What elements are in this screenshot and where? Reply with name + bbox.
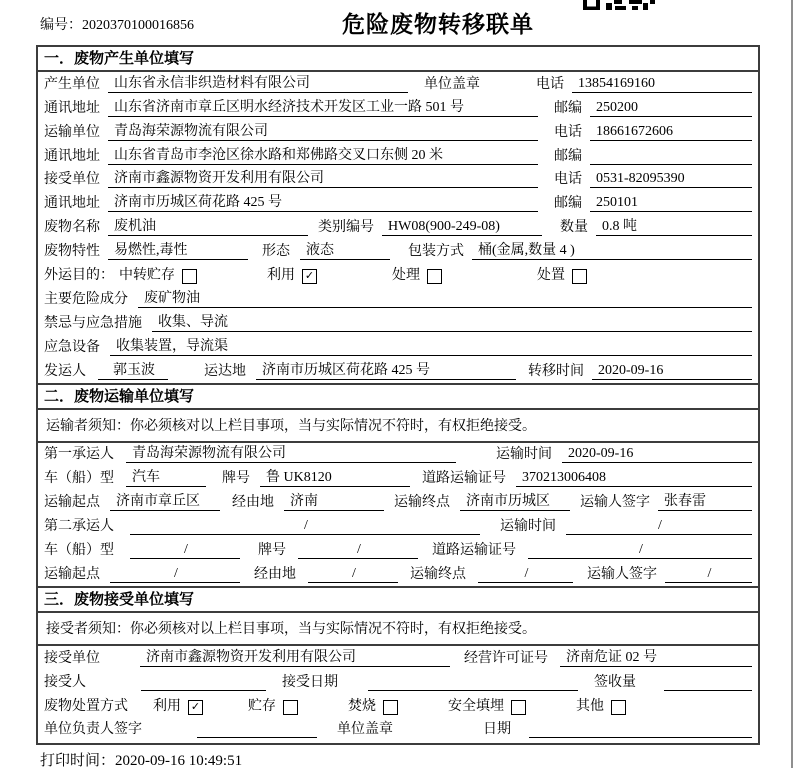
checkbox-option xyxy=(392,264,442,284)
phone-value: 13854169160 xyxy=(572,76,752,93)
row-dispatch xyxy=(38,359,758,383)
checkbox-other xyxy=(611,700,626,715)
row-taboo-measures xyxy=(38,311,758,335)
row-emergency-equipment xyxy=(38,335,758,359)
section2-title: 二．废物运输单位填写 xyxy=(38,383,758,410)
vehicle-type-label: 车（船）型 xyxy=(44,543,114,559)
date-value xyxy=(529,721,752,738)
zip-value xyxy=(590,148,752,165)
checkbox-option xyxy=(248,695,298,715)
checkbox-label: 焚烧 xyxy=(348,698,376,714)
waste-traits-value: 易燃性,毒性 xyxy=(108,239,248,260)
via-value: 济南 xyxy=(284,490,384,511)
packaging-value: 桶(金属,数量 4 ) xyxy=(472,239,752,260)
transporter-label: 运输单位 xyxy=(44,124,100,140)
address-value: 山东省济南市章丘区明水经济技术开发区工业一路 501 号 xyxy=(108,96,538,117)
row-disposal-method xyxy=(38,694,758,718)
carrier-label: 第一承运人 xyxy=(44,447,114,463)
transport-time-label: 运输时间 xyxy=(496,447,552,463)
destination-label: 运达地 xyxy=(204,363,246,379)
vehicle-type-value: 汽车 xyxy=(126,466,206,487)
producer-value: 山东省永信非织造材料有限公司 xyxy=(108,72,408,93)
transporter-notice xyxy=(38,410,758,443)
checkbox-option xyxy=(348,695,398,715)
origin-value: 济南市章丘区 xyxy=(110,490,220,511)
waste-name-label: 废物名称 xyxy=(44,220,100,236)
row-main-hazard xyxy=(38,287,758,311)
row-vehicle-1 xyxy=(38,466,758,490)
checkbox-label: 利用 xyxy=(267,268,295,284)
row-first-carrier xyxy=(38,443,758,467)
checkbox-label: 中转贮存 xyxy=(119,268,175,284)
road-permit-label: 道路运输证号 xyxy=(422,471,506,487)
endpoint-value: / xyxy=(478,566,573,583)
carrier-sign-value: / xyxy=(665,566,752,583)
checkbox-landfill xyxy=(511,700,526,715)
unit-seal-label: 单位盖章 xyxy=(337,722,393,738)
row-producer-address xyxy=(38,96,758,120)
form-label: 形态 xyxy=(262,244,290,260)
row-waste-traits xyxy=(38,239,758,263)
origin-label: 运输起点 xyxy=(44,566,100,582)
checkbox-dispose xyxy=(572,269,587,284)
zip-label: 邮编 xyxy=(554,100,582,116)
checkbox-label: 贮存 xyxy=(248,698,276,714)
date-label: 日期 xyxy=(483,722,511,738)
row-receiver xyxy=(38,168,758,192)
via-label: 经由地 xyxy=(232,495,274,511)
hazard-value: 废矿物油 xyxy=(138,287,752,308)
manifest-table xyxy=(36,45,760,745)
carrier-sign-label: 运输人签字 xyxy=(580,495,650,511)
accept-unit-value: 济南市鑫源物资开发利用有限公司 xyxy=(140,646,450,667)
taboo-label: 禁忌与应急措施 xyxy=(44,315,142,331)
dispatcher-label: 发运人 xyxy=(44,363,86,379)
origin-value: / xyxy=(110,566,240,583)
phone-label: 电话 xyxy=(536,76,564,92)
zip-value: 250200 xyxy=(590,100,752,117)
endpoint-label: 运输终点 xyxy=(410,566,466,582)
row-transfer-purpose xyxy=(38,263,758,287)
address-value: 济南市历城区荷花路 425 号 xyxy=(108,191,538,212)
checkbox-option xyxy=(537,264,587,284)
transfer-time-label: 转移时间 xyxy=(528,363,584,379)
checkbox-label: 利用 xyxy=(153,698,181,714)
row-waste-name xyxy=(38,215,758,239)
checkbox-option xyxy=(576,695,626,715)
zip-label: 邮编 xyxy=(554,196,582,212)
checkbox-utilize: ✓ xyxy=(188,700,203,715)
checkbox-label: 其他 xyxy=(576,698,604,714)
row-transporter xyxy=(38,120,758,144)
carrier-sign-value: 张春雷 xyxy=(658,490,752,511)
accept-person-label: 接受人 xyxy=(44,674,86,690)
checkbox-label: 安全填埋 xyxy=(448,698,504,714)
road-permit-value: 370213006408 xyxy=(516,470,752,487)
endpoint-value: 济南市历城区 xyxy=(460,490,570,511)
checkbox-incinerate xyxy=(383,700,398,715)
notice-text: 运输者须知：你必须核对以上栏目事项，当与实际情况不符时，有权拒绝接受。 xyxy=(46,419,536,435)
disposal-label: 废物处置方式 xyxy=(44,698,128,714)
quantity-label: 数量 xyxy=(560,220,588,236)
phone-label: 电话 xyxy=(554,124,582,140)
accept-unit-label: 接受单位 xyxy=(44,650,100,666)
quantity-value: 0.8 吨 xyxy=(596,215,752,236)
taboo-value: 收集、导流 xyxy=(152,311,752,332)
plate-value: 鲁 UK8120 xyxy=(260,466,410,487)
notice-text: 接受者须知：你必须核对以上栏目事项，当与实际情况不符时，有权拒绝接受。 xyxy=(46,622,536,638)
checkbox-option xyxy=(119,264,197,284)
checkbox-label: 处置 xyxy=(537,268,565,284)
accept-date-label: 接受日期 xyxy=(282,674,338,690)
transport-time-label: 运输时间 xyxy=(500,519,556,535)
producer-label: 产生单位 xyxy=(44,76,100,92)
via-value: / xyxy=(308,566,398,583)
section3-title: 三．废物接受单位填写 xyxy=(38,586,758,613)
row-route-2 xyxy=(38,562,758,586)
plate-label: 牌号 xyxy=(222,471,250,487)
plate-value: / xyxy=(298,542,418,559)
row-accept-person xyxy=(38,670,758,694)
checkbox-utilize: ✓ xyxy=(302,269,317,284)
receiver-value: 济南市鑫源物资开发利用有限公司 xyxy=(108,167,538,188)
page-title: 危险废物转移联单 xyxy=(342,11,534,37)
qr-code-icon xyxy=(583,0,655,10)
waste-name-value: 废机油 xyxy=(108,215,308,236)
section1-title: 一．废物产生单位填写 xyxy=(38,47,758,72)
signed-quantity-label: 签收量 xyxy=(594,674,636,690)
address-label: 通讯地址 xyxy=(44,100,100,116)
endpoint-label: 运输终点 xyxy=(394,495,450,511)
zip-value: 250101 xyxy=(590,195,752,212)
row-route-1 xyxy=(38,490,758,514)
responsible-sign-label: 单位负责人签字 xyxy=(44,722,142,738)
carrier-sign-label: 运输人签字 xyxy=(587,566,657,582)
print-time-value: 2020-09-16 10:49:51 xyxy=(115,753,243,768)
hazard-label: 主要危险成分 xyxy=(44,291,128,307)
print-time-label: 打印时间： xyxy=(40,753,116,768)
via-label: 经由地 xyxy=(254,566,296,582)
phone-label: 电话 xyxy=(554,172,582,188)
vehicle-type-label: 车（船）型 xyxy=(44,471,114,487)
phone-value: 18661672606 xyxy=(590,124,752,141)
checkbox-option xyxy=(448,695,526,715)
row-responsible-signature xyxy=(38,718,758,742)
dispatcher-value: 郭玉波 xyxy=(98,359,168,380)
carrier-value: / xyxy=(130,518,480,535)
page-edge-line xyxy=(791,0,793,768)
accept-date-value xyxy=(368,674,578,691)
address-label: 通讯地址 xyxy=(44,148,100,164)
destination-value: 济南市历城区荷花路 425 号 xyxy=(256,359,516,380)
origin-label: 运输起点 xyxy=(44,495,100,511)
unit-seal-label: 单位盖章 xyxy=(424,76,480,92)
checkbox-transit-storage xyxy=(182,269,197,284)
form-value: 液态 xyxy=(300,239,390,260)
checkbox-treat xyxy=(427,269,442,284)
category-code-label: 类别编号 xyxy=(318,220,374,236)
print-time xyxy=(40,749,242,768)
purpose-label: 外运目的： xyxy=(44,268,114,284)
accept-person-value xyxy=(141,674,266,691)
row-transporter-address xyxy=(38,144,758,168)
row-second-carrier xyxy=(38,514,758,538)
carrier-label: 第二承运人 xyxy=(44,519,114,535)
serial-value: 2020370100016856 xyxy=(82,18,194,33)
checkbox-label: 处理 xyxy=(392,268,420,284)
transport-time-value: 2020-09-16 xyxy=(562,446,752,463)
packaging-label: 包装方式 xyxy=(408,244,464,260)
signed-quantity-value xyxy=(664,674,752,691)
road-permit-value: / xyxy=(528,542,752,559)
row-vehicle-2 xyxy=(38,538,758,562)
receiver-label: 接受单位 xyxy=(44,172,100,188)
address-label: 通讯地址 xyxy=(44,196,100,212)
carrier-value: 青岛海荣源物流有限公司 xyxy=(126,442,456,463)
phone-value: 0531-82095390 xyxy=(590,171,752,188)
transfer-time-value: 2020-09-16 xyxy=(592,363,752,380)
receiver-notice xyxy=(38,613,758,646)
responsible-sign-value xyxy=(197,721,317,738)
row-producer xyxy=(38,72,758,96)
checkbox-option xyxy=(267,264,317,284)
business-permit-label: 经营许可证号 xyxy=(464,650,548,666)
address-value: 山东省青岛市李沧区徐水路和郑佛路交叉口东侧 20 米 xyxy=(108,144,538,165)
serial-label: 编号： xyxy=(40,18,82,33)
vehicle-type-value: / xyxy=(130,542,240,559)
road-permit-label: 道路运输证号 xyxy=(432,543,516,559)
checkbox-storage xyxy=(283,700,298,715)
transporter-value: 青岛海荣源物流有限公司 xyxy=(108,120,538,141)
waste-traits-label: 废物特性 xyxy=(44,244,100,260)
business-permit-value: 济南危证 02 号 xyxy=(560,646,752,667)
transport-time-value: / xyxy=(566,518,752,535)
category-code-value: HW08(900-249-08) xyxy=(382,219,542,236)
equipment-label: 应急设备 xyxy=(44,339,100,355)
plate-label: 牌号 xyxy=(258,543,286,559)
row-receiver-address xyxy=(38,191,758,215)
row-accept-unit xyxy=(38,646,758,670)
zip-label: 邮编 xyxy=(554,148,582,164)
checkbox-option xyxy=(153,695,203,715)
equipment-value: 收集装置，导流渠 xyxy=(110,335,752,356)
